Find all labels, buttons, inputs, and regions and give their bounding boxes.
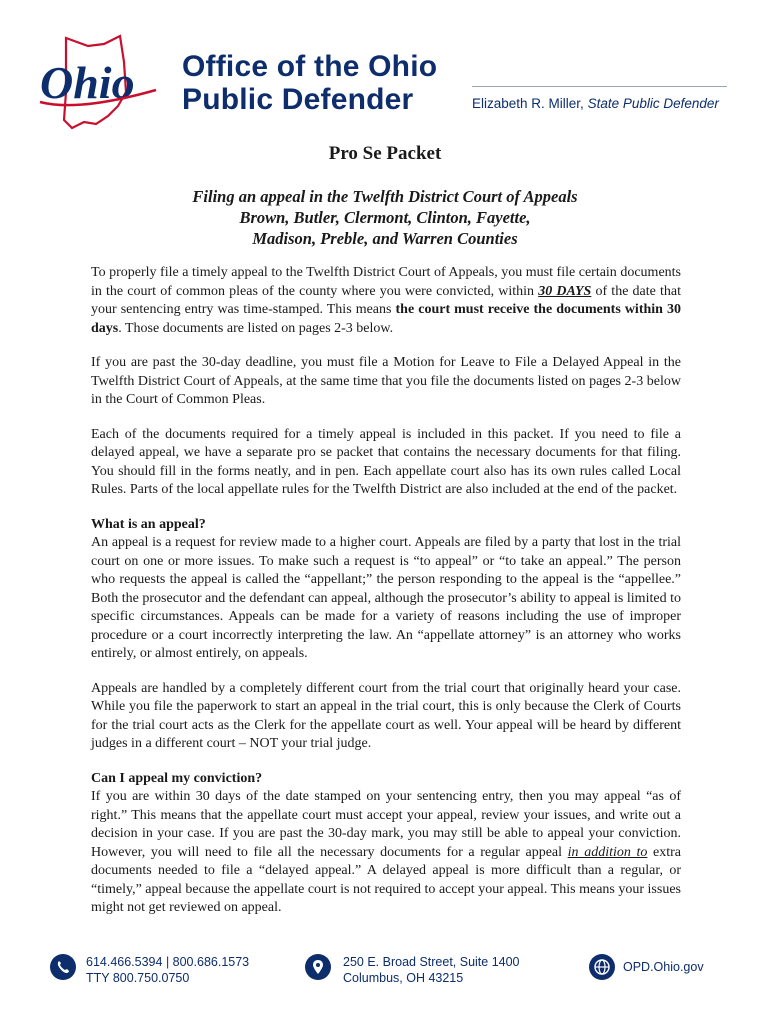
- phone-icon: [50, 954, 76, 980]
- paragraph-different-court: Appeals are handled by a completely different court from the trial court that originally heard your case. While you file the paperwork to start an appeal in the trial court, this is only because the Clerk of Courts for the trial court acts as the Clerk for the appellate court as well. Your appeal will be heard by different judges in a different court – NOT your trial judge.: [91, 680, 681, 751]
- address-city: Columbus, OH 43215: [343, 971, 464, 985]
- address-block: [343, 954, 520, 986]
- intro-deadline: 30 DAYS: [538, 283, 592, 299]
- page-subtitle: [0, 186, 770, 249]
- intro-text-a: To properly file a timely appeal to the Twelfth District Court of Appeals, you must file certain documents in the court of common pleas of the county where you were convicted, within: [91, 265, 681, 299]
- phone-numbers: 614.466.5394 | 800.686.1573: [86, 955, 250, 969]
- page-title: Pro Se Packet: [328, 143, 442, 164]
- intro-text-e: . Those documents are listed on pages 2-3 below.: [118, 320, 394, 336]
- globe-icon: [589, 954, 615, 980]
- paragraph-delayed: If you are past the 30-day deadline, you must file a Motion for Leave to File a Delayed Appeal in the Twelfth District Court of Appeals, at the same time that you file the documents listed on pages 2-3 below in the Court of Common Pleas.: [91, 355, 681, 407]
- intro-text-c: of the date that your sentencing entry was time-stamped. This means: [91, 283, 682, 317]
- appeal-text-c: extra documents needed to file a “delayed appeal.” A delayed appeal is more difficult than a regular, or “timely,” appeal because the appellate court is not required to accept your appeal. This means your issues might not get reviewed on appeal.: [91, 844, 681, 915]
- org-line-2: Public Defender: [182, 83, 414, 116]
- paragraph-what-is-appeal: An appeal is a request for review made to a higher court. Appeals are filed by a party that lost in the trial court on one or more issues. To make such a request is “to appeal” or “to take an appeal.” The person who requests the appeal is called the “appellant;” the person responding to the appeal is the “appellee.” Both the prosecutor and the defendant can appeal, although the prosecutor’s ability to appeal is limited to specific circumstances. Appeals can be made for a variety of reasons including the use of improper procedure or a court incorrectly interpreting the law. An “appellate attorney” is an attorney who works entirely, or almost entirely, on appeals.: [91, 535, 681, 661]
- org-line-1: Office of the Ohio: [182, 50, 438, 83]
- website-link[interactable]: OPD.Ohio.gov: [623, 960, 704, 974]
- subtitle-line-3: Madison, Preble, and Warren Counties: [252, 229, 518, 248]
- page-footer: [0, 948, 770, 998]
- defender-name: Elizabeth R. Miller,: [472, 96, 584, 111]
- paragraph-can-i-appeal: [91, 788, 681, 918]
- heading-what-is-appeal: What is an appeal?: [91, 516, 206, 532]
- paragraph-intro: [91, 264, 681, 338]
- ohio-logo: [38, 32, 168, 132]
- heading-can-i-appeal: Can I appeal my conviction?: [91, 770, 263, 786]
- address-street: 250 E. Broad Street, Suite 1400: [343, 955, 520, 969]
- defender-title: State Public Defender: [587, 96, 719, 111]
- subtitle-line-1: Filing an appeal in the Twelfth District Court of Appeals: [192, 187, 578, 206]
- subtitle-line-2: Brown, Butler, Clermont, Clinton, Fayette,: [239, 208, 531, 227]
- state-defender-line: [472, 96, 719, 111]
- appeal-text-a: If you are within 30 days of the date stamped on your sentencing entry, then you may appeal “as of right.” This means that the appellate court must accept your appeal, review your issues, and write out a decision in your case. If you are past the 30-day mark, you may still be able to appeal your conviction. However, you will need to file all the necessary documents for a regular appeal: [91, 789, 681, 860]
- phone-block: [86, 954, 249, 986]
- appeal-in-addition: in addition to: [567, 844, 648, 860]
- tty-number: TTY 800.750.0750: [86, 971, 190, 985]
- organization-name: [182, 50, 437, 116]
- header-divider: [472, 86, 727, 87]
- intro-emphasis: the court must receive the documents within 30 days: [91, 302, 681, 336]
- location-pin-icon: [305, 954, 331, 980]
- logo-wordmark: Ohio: [40, 57, 135, 108]
- paragraph-documents: Each of the documents required for a timely appeal is included in this packet. If you need to file a delayed appeal, we have a separate pro se packet that contains the necessary documents for that filing. You should fill in the forms neatly, and in pen. Each appellate court also has its own rules called Local Rules. Parts of the local appellate rules for the Twelfth District are also included at the end of the packet.: [91, 426, 681, 497]
- document-body: [91, 264, 681, 934]
